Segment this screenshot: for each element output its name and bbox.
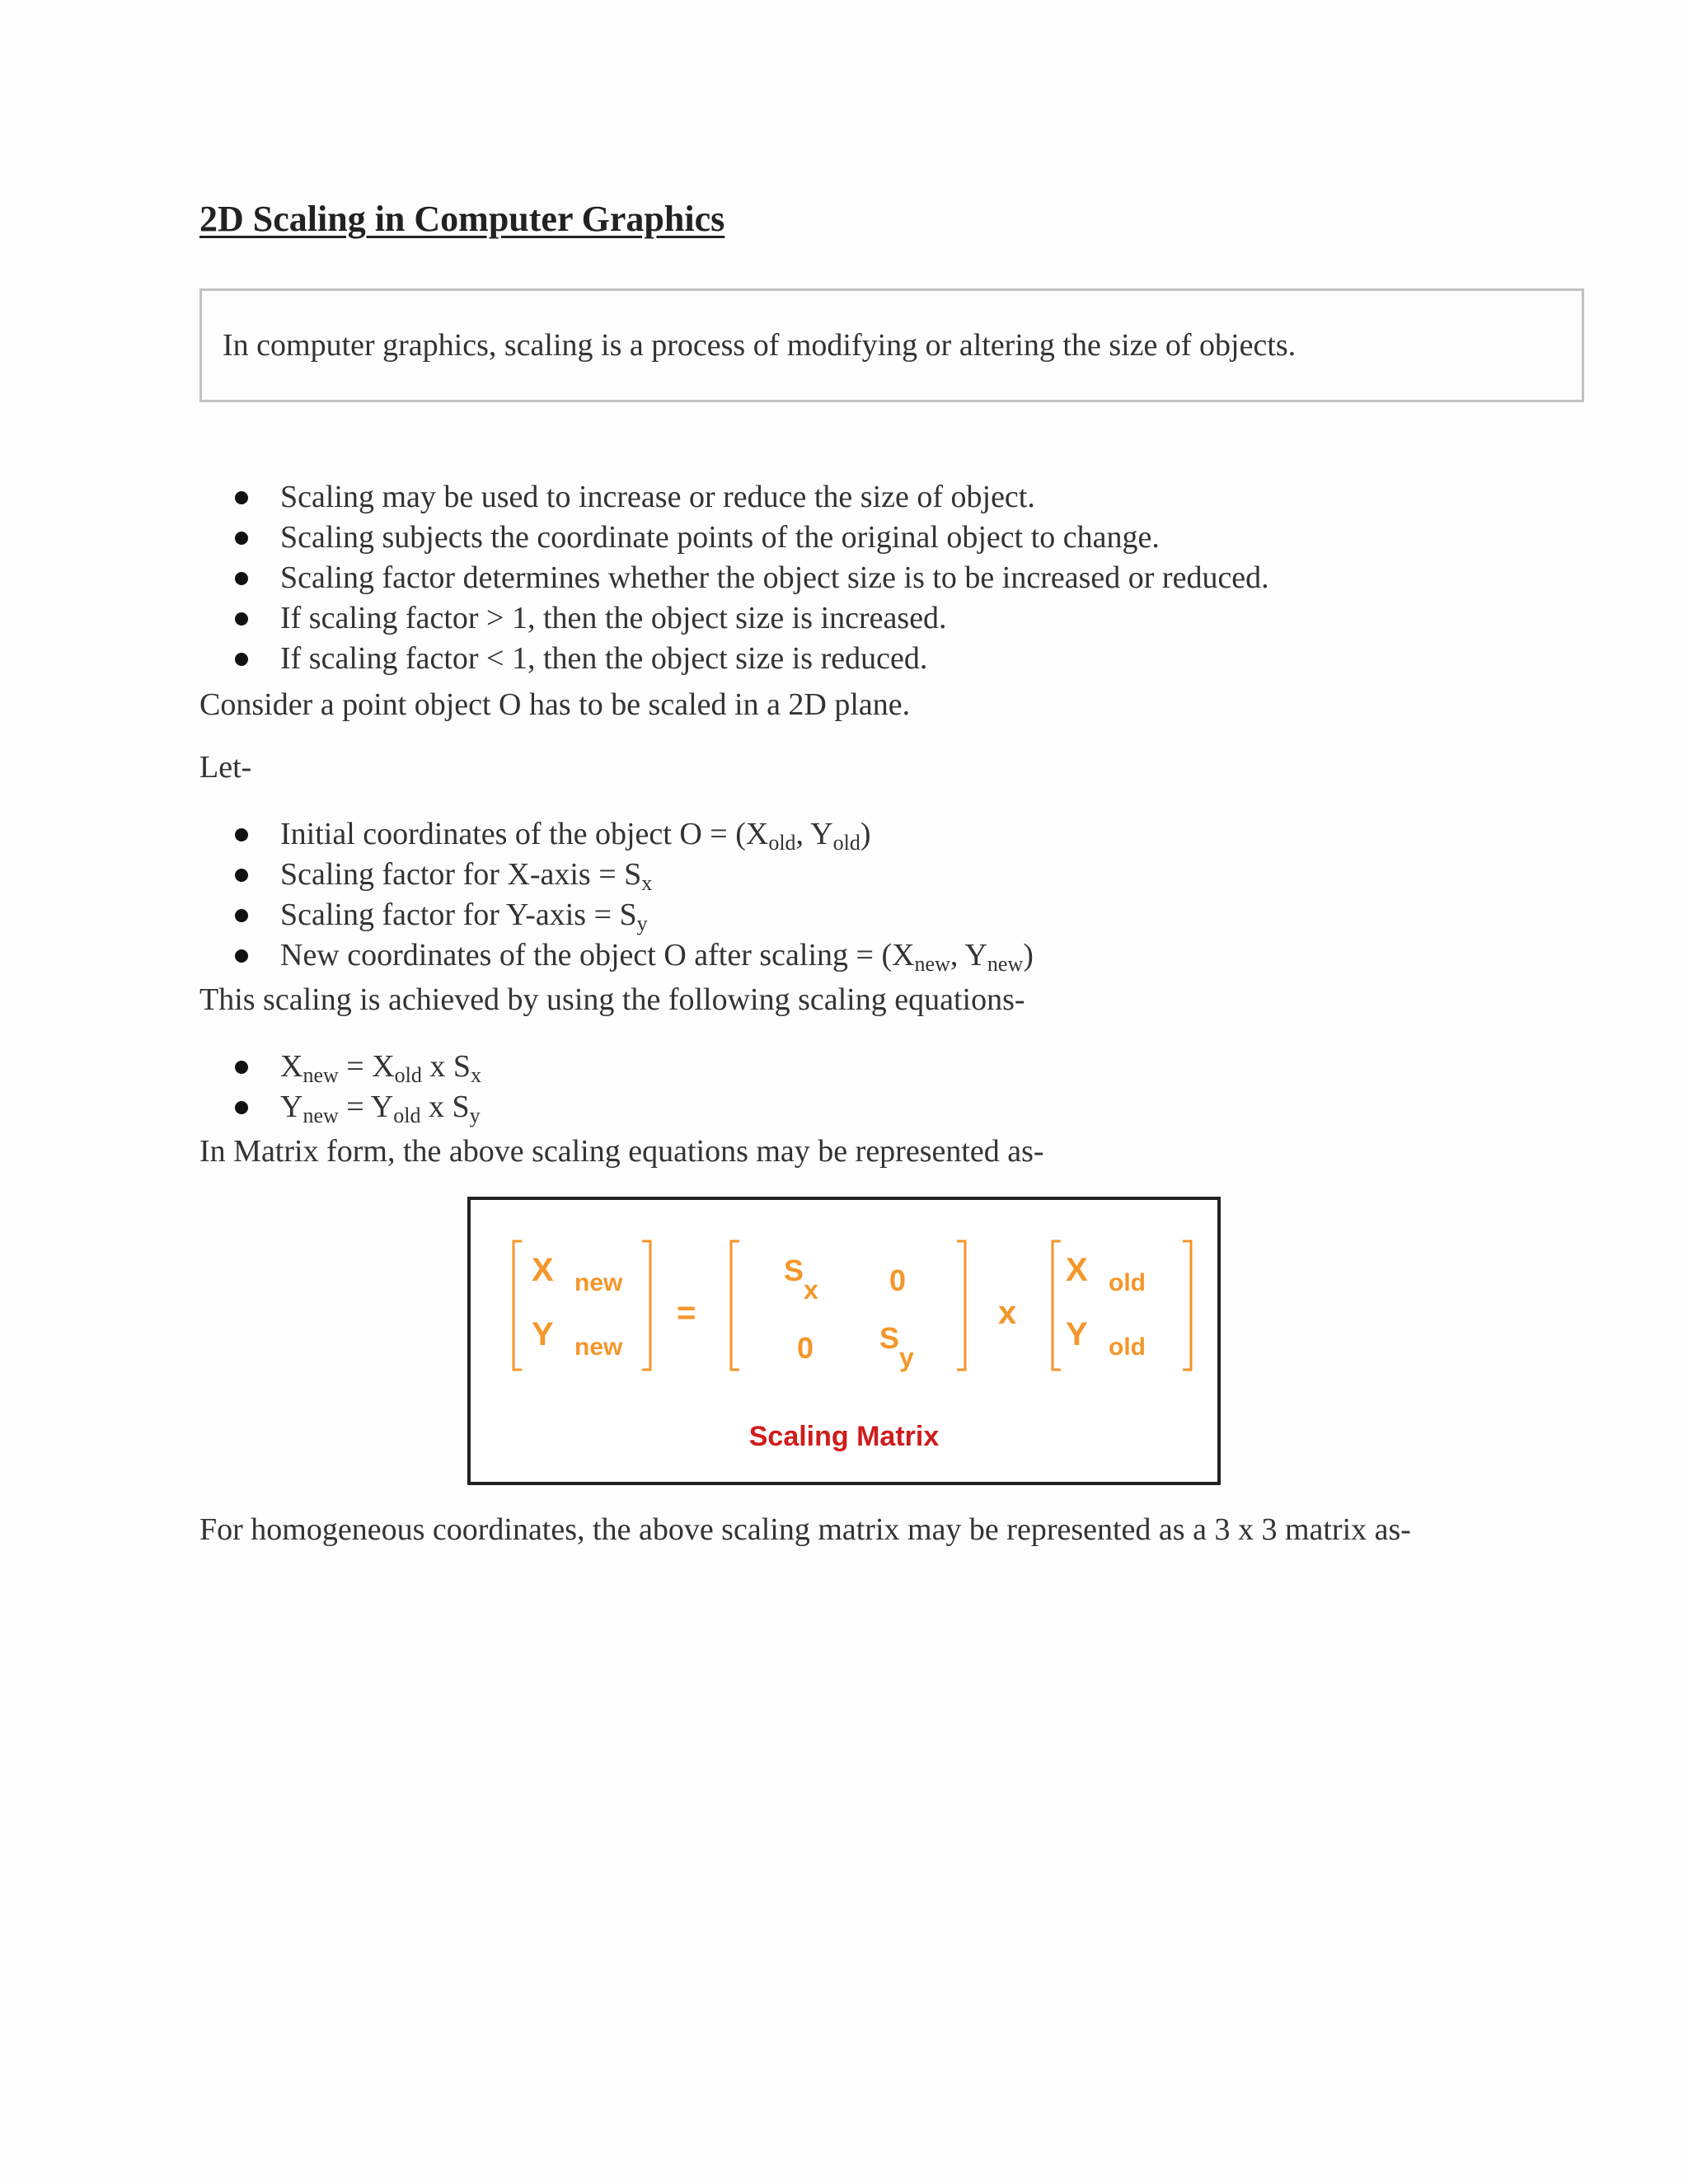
equation-x-new: $X_{new} = X_{old}$ x $S_x$ bbox=[199, 1047, 481, 1087]
list-item: If scaling factor < 1, then the object size is reduced. bbox=[199, 639, 1269, 679]
bullet-icon bbox=[235, 1061, 248, 1074]
let-paragraph: Let- bbox=[199, 750, 252, 785]
intro-bullet-list bbox=[199, 477, 1269, 679]
result-right-bracket bbox=[642, 1241, 650, 1370]
y-new-subscript: new bbox=[574, 1333, 623, 1361]
page-title: 2D Scaling in Computer Graphics bbox=[199, 199, 725, 239]
y-new-symbol: Y bbox=[532, 1316, 554, 1352]
sy-subscript: y bbox=[899, 1343, 914, 1372]
scaling-matrix-figure bbox=[467, 1197, 1221, 1485]
list-item-scaling-factor-y: Scaling factor for Y-axis = $S_y$ bbox=[199, 895, 1034, 935]
y-old-symbol: Y bbox=[1066, 1316, 1088, 1352]
definition-box bbox=[199, 288, 1584, 402]
matrix-intro-paragraph: In Matrix form, the above scaling equations may be represented as- bbox=[199, 1134, 1044, 1169]
equations-list bbox=[199, 1047, 481, 1127]
list-item-new-coordinates: New coordinates of the object O after scaling = ($X_{new}$, $Y_{new}$) bbox=[199, 935, 1034, 976]
matrix-zero-top-right: 0 bbox=[889, 1263, 907, 1297]
bullet-icon bbox=[235, 653, 248, 666]
bullet-icon bbox=[235, 612, 248, 626]
list-item: If scaling factor > 1, then the object size is increased. bbox=[199, 598, 1269, 639]
equations-intro-paragraph: This scaling is achieved by using the following scaling equations- bbox=[199, 982, 1025, 1017]
sy-symbol: S bbox=[879, 1321, 900, 1355]
bullet-icon bbox=[235, 869, 248, 882]
sx-symbol: S bbox=[784, 1254, 804, 1287]
original-left-bracket bbox=[1053, 1241, 1061, 1370]
consider-paragraph: Consider a point object O has to be scaled in a 2D plane. bbox=[199, 687, 911, 722]
original-right-bracket bbox=[1183, 1241, 1191, 1370]
list-item-scaling-factor-x: Scaling factor for X-axis = $S_x$ bbox=[199, 855, 1034, 895]
bullet-icon bbox=[235, 572, 248, 585]
list-item-initial-coordinates: Initial coordinates of the object $O = (X_{old}$, $Y_{old}$) bbox=[199, 814, 1034, 855]
list-item: Scaling factor determines whether the object size is to be increased or reduced. bbox=[199, 558, 1269, 598]
list-item: Scaling subjects the coordinate points of the original object to change. bbox=[199, 518, 1269, 558]
definition-text: In computer graphics, scaling is a process of modifying or altering the size of objects. bbox=[223, 328, 1296, 363]
matrix-left-bracket bbox=[731, 1241, 739, 1370]
homogeneous-paragraph: For homogeneous coordinates, the above scaling matrix may be represented as a 3 x 3 matrix as- bbox=[199, 1512, 1411, 1547]
y-old-subscript: old bbox=[1109, 1333, 1146, 1361]
list-item: Scaling may be used to increase or reduce the size of object. bbox=[199, 477, 1269, 518]
sx-subscript: x bbox=[804, 1275, 818, 1305]
bullet-icon bbox=[235, 491, 248, 504]
multiply-sign: x bbox=[998, 1295, 1017, 1331]
figure-caption: Scaling Matrix bbox=[748, 1421, 940, 1452]
bullet-icon bbox=[235, 949, 248, 963]
equation-y-new: $Y_{new} = Y_{old}$ x $S_y$ bbox=[199, 1087, 481, 1127]
matrix-zero-bottom-left: 0 bbox=[797, 1331, 814, 1365]
result-left-bracket bbox=[513, 1241, 522, 1370]
x-old-subscript: old bbox=[1109, 1269, 1146, 1296]
bullet-icon bbox=[235, 909, 248, 922]
x-new-subscript: new bbox=[574, 1269, 623, 1296]
equals-sign: = bbox=[677, 1295, 696, 1331]
definitions-list bbox=[199, 814, 1034, 976]
bullet-icon bbox=[235, 532, 248, 545]
matrix-right-bracket bbox=[957, 1241, 965, 1370]
bullet-icon bbox=[235, 828, 248, 841]
x-old-symbol: X bbox=[1066, 1252, 1088, 1288]
bullet-icon bbox=[235, 1101, 248, 1114]
x-new-symbol: X bbox=[532, 1252, 554, 1288]
